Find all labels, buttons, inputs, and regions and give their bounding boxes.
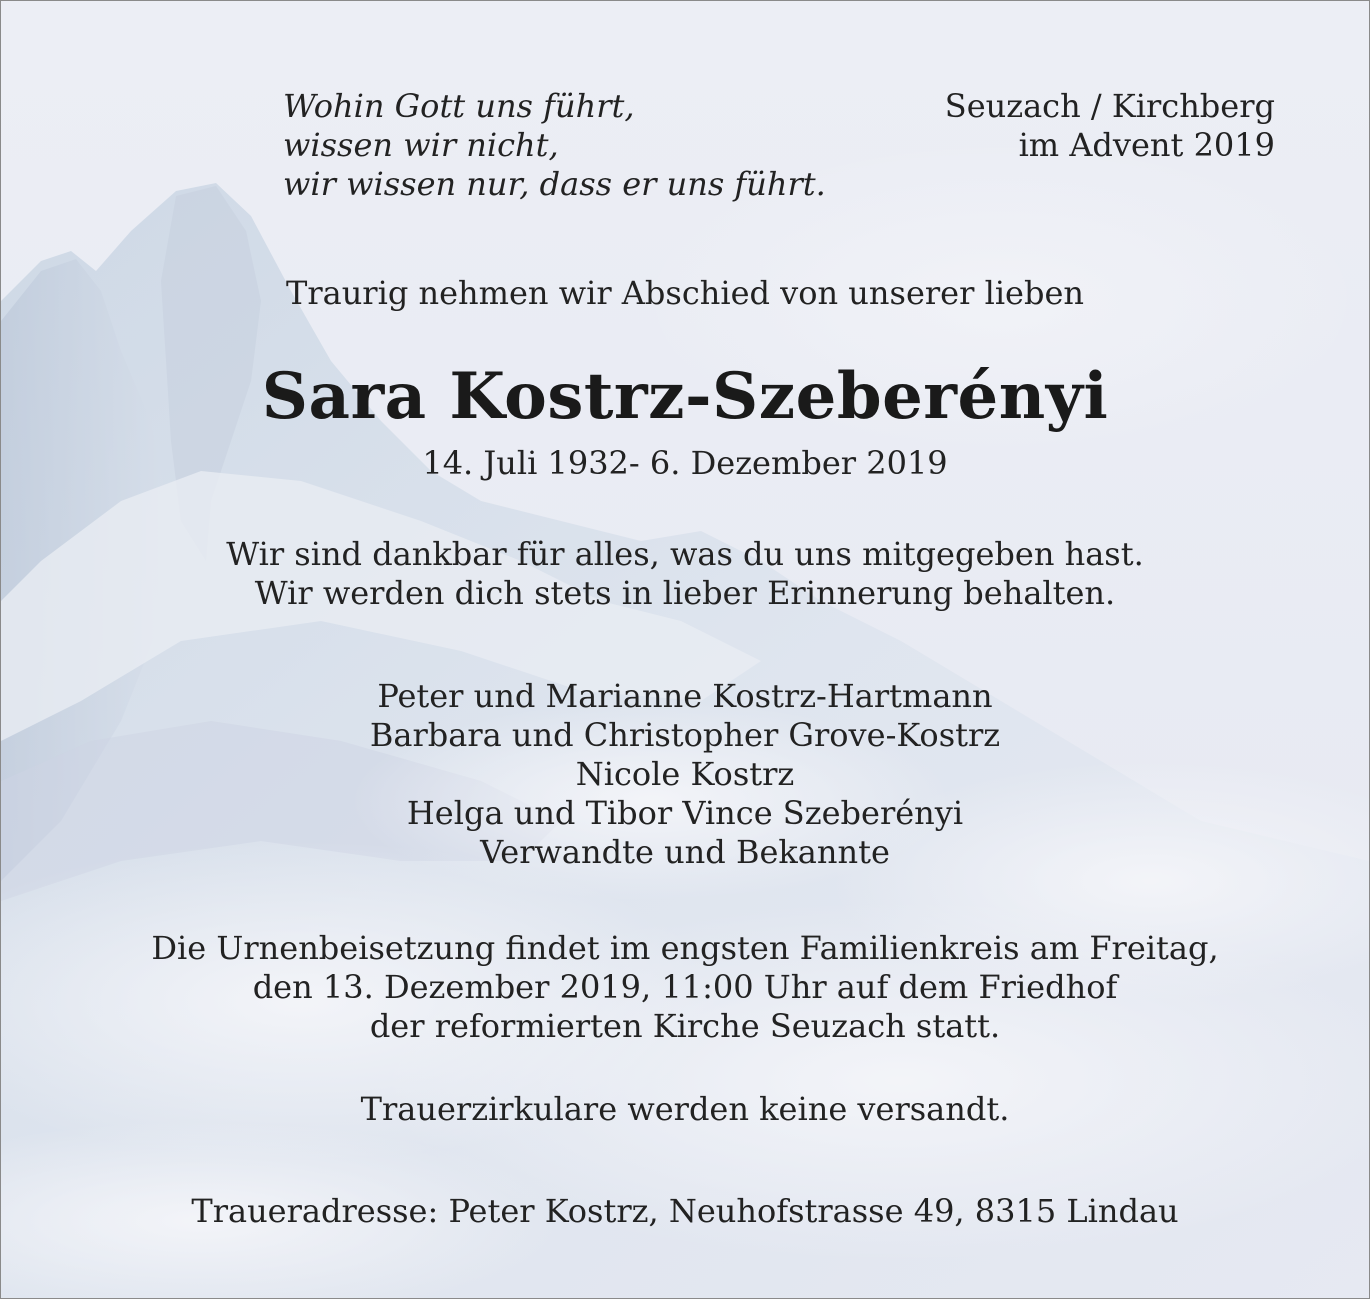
motto-line: wir wissen nur, dass er uns führt. — [283, 165, 826, 203]
mourner-line: Peter und Marianne Kostrz-Hartmann — [377, 677, 993, 715]
motto-verse — [283, 87, 826, 204]
life-dates: 14. Juli 1932- 6. Dezember 2019 — [422, 444, 948, 482]
circular-note: Trauerzirkulare werden keine versandt. — [360, 1090, 1010, 1128]
mourning-address: Traueradresse: Peter Kostrz, Neuhofstrasse 49, 8315 Lindau — [191, 1192, 1179, 1230]
mourner-line: Nicole Kostrz — [575, 755, 795, 793]
motto-line: wissen wir nicht, — [283, 126, 559, 164]
deceased-name: Sara Kostrz-Szeberényi — [261, 359, 1109, 434]
mourners-list — [1, 677, 1369, 872]
mourner-line: Verwandte und Bekannte — [480, 833, 890, 871]
intro-text: Traurig nehmen wir Abschied von unserer lieben — [285, 274, 1085, 312]
burial-line: der reformierten Kirche Seuzach statt. — [369, 1007, 1001, 1045]
motto-line: Wohin Gott uns führt, — [283, 87, 635, 125]
burial-line: den 13. Dezember 2019, 11:00 Uhr auf dem Friedhof — [252, 968, 1118, 1006]
burial-line: Die Urnenbeisetzung findet im engsten Familienkreis am Freitag, — [151, 929, 1219, 967]
burial-announcement — [1, 929, 1369, 1046]
thanks-line: Wir werden dich stets in lieber Erinnerung behalten. — [254, 574, 1116, 612]
mourner-line: Helga und Tibor Vince Szeberényi — [406, 794, 964, 832]
place-line: Seuzach / Kirchberg — [944, 87, 1275, 125]
mourner-line: Barbara und Christopher Grove-Kostrz — [369, 716, 1001, 754]
thanks-text — [1, 535, 1369, 613]
thanks-line: Wir sind dankbar für alles, was du uns mitgegeben hast. — [226, 535, 1144, 573]
date-line: im Advent 2019 — [1018, 126, 1275, 164]
place-and-date — [945, 87, 1275, 165]
